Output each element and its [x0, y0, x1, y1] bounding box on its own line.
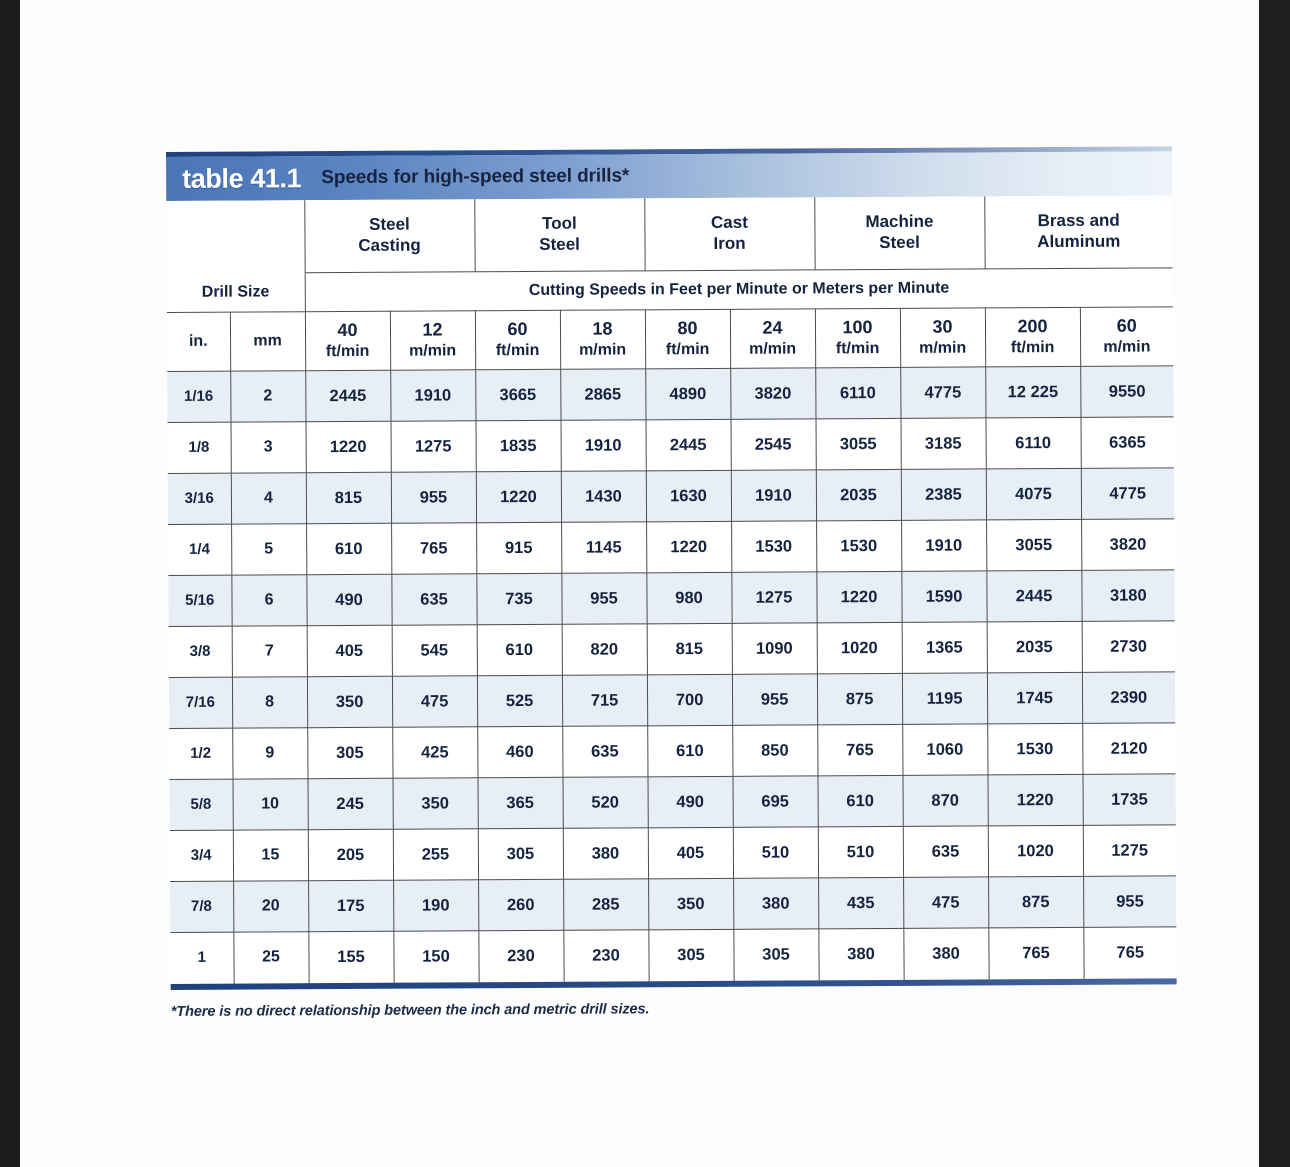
- cell-speed: 1060: [902, 724, 987, 775]
- table-body: [167, 366, 1176, 984]
- cell-speed: 700: [647, 674, 732, 725]
- fraction-glyph: 7/16: [185, 693, 215, 711]
- unit-value: 12: [422, 319, 443, 340]
- cell-speed: 1020: [817, 622, 902, 673]
- cell-speed: 850: [732, 725, 817, 776]
- cell-speed: 3055: [986, 519, 1081, 571]
- fraction-glyph: 1/2: [190, 744, 212, 762]
- cell-drill-size-in: [169, 626, 232, 677]
- group-line1: Tool: [542, 213, 577, 234]
- table-head: [166, 195, 1173, 371]
- fraction-glyph: 3/16: [184, 489, 214, 507]
- table-block: [166, 146, 1177, 1019]
- table-row: [170, 927, 1176, 984]
- cell-drill-size-mm: 6: [231, 575, 306, 626]
- cell-speed: 9550: [1080, 366, 1173, 418]
- cell-speed: 1910: [731, 470, 816, 521]
- table-row: [167, 366, 1173, 423]
- group-steel-casting: [304, 199, 474, 272]
- cell-speed: 350: [393, 778, 478, 829]
- cell-speed: 365: [477, 777, 562, 828]
- cell-speed: 380: [563, 828, 648, 879]
- table-footnote: *There is no direct relationship between the inch and metric drill sizes.: [170, 1000, 650, 1020]
- unit-value: 24: [762, 317, 783, 338]
- cell-speed: 245: [308, 778, 393, 829]
- cell-speed: 510: [733, 827, 818, 878]
- cell-speed: 545: [392, 625, 477, 676]
- cell-speed: 715: [562, 675, 647, 726]
- cell-speed: 695: [733, 776, 818, 827]
- cell-speed: 175: [308, 880, 393, 931]
- cell-speed: 2390: [1082, 672, 1175, 724]
- unit-value: 100: [842, 316, 873, 338]
- unit-value: 18: [592, 318, 613, 339]
- cell-speed: 610: [647, 725, 732, 776]
- unit-brass-alu-m: [1080, 307, 1173, 367]
- cell-speed: 4075: [986, 468, 1081, 520]
- table-row: [168, 570, 1174, 627]
- cell-drill-size-in: [170, 932, 233, 983]
- cell-speed: 6110: [986, 417, 1081, 469]
- unit-value: 80: [677, 317, 698, 339]
- fraction-glyph: 7/8: [190, 897, 212, 915]
- cell-speed: 405: [648, 827, 733, 878]
- cell-speed: 1195: [902, 673, 987, 724]
- cell-drill-size-mm: 8: [232, 677, 307, 728]
- cell-speed: 4775: [900, 367, 985, 418]
- group-brass-aluminum: [984, 195, 1172, 269]
- cell-speed: 285: [563, 879, 648, 930]
- cell-speed: 425: [392, 727, 477, 778]
- cell-speed: 3180: [1081, 570, 1174, 622]
- cell-speed: 1530: [816, 520, 901, 571]
- fraction-glyph: 5/16: [185, 591, 215, 609]
- cell-speed: 6110: [815, 367, 900, 418]
- cell-speed: 2035: [816, 469, 901, 520]
- unit-value: 60: [507, 318, 528, 340]
- cell-speed: 1220: [646, 521, 731, 572]
- cell-speed: 3820: [1081, 519, 1174, 571]
- cell-speed: 1275: [1083, 825, 1176, 877]
- cell-speed: 765: [817, 724, 902, 775]
- unit-label: m/min: [409, 342, 457, 360]
- cell-speed: 150: [393, 931, 478, 982]
- cell-speed: 1630: [646, 470, 731, 521]
- unit-in: in.: [167, 312, 230, 371]
- group-line1: Machine: [865, 211, 934, 232]
- cell-drill-size-mm: 2: [230, 371, 305, 422]
- cell-speed: 765: [988, 927, 1083, 979]
- unit-tool-steel-ft: [475, 310, 560, 369]
- table-subtitle: Speeds for high-speed steel drills*: [321, 165, 630, 189]
- fraction-glyph: 1/16: [183, 387, 214, 405]
- cell-speed: 1220: [988, 774, 1083, 826]
- cell-drill-size-mm: 3: [231, 422, 306, 473]
- table-row: [168, 417, 1174, 474]
- fraction-glyph: 1: [197, 949, 206, 967]
- cell-speed: 1365: [902, 622, 987, 673]
- cutting-speeds-caption: Cutting Speeds in Feet per Minute or Meters per Minute: [305, 268, 1173, 312]
- cell-drill-size-mm: 25: [233, 932, 308, 983]
- cell-speed: 350: [648, 878, 733, 929]
- cell-speed: 735: [476, 573, 561, 624]
- cell-speed: 4775: [1081, 468, 1174, 520]
- unit-label: m/min: [579, 341, 627, 359]
- cell-speed: 305: [307, 727, 392, 778]
- cell-drill-size-in: [170, 830, 233, 881]
- cell-speed: 635: [391, 574, 476, 625]
- cell-drill-size-in: [168, 524, 231, 575]
- cell-speed: 12 225: [985, 366, 1080, 418]
- unit-value: 60: [1116, 315, 1137, 336]
- unit-label: ft/min: [495, 342, 540, 360]
- unit-machine-steel-ft: [815, 308, 900, 367]
- cell-speed: 955: [732, 674, 817, 725]
- cell-speed: 6365: [1081, 417, 1174, 469]
- unit-mm: mm: [230, 312, 305, 371]
- unit-machine-steel-m: [900, 308, 985, 367]
- scan-edge-left: [0, 0, 20, 1167]
- cell-speed: 490: [306, 574, 391, 625]
- cell-speed: 460: [477, 726, 562, 777]
- cell-speed: 305: [648, 929, 733, 980]
- cell-speed: 475: [392, 676, 477, 727]
- cell-speed: 1020: [988, 825, 1083, 877]
- cell-speed: 955: [561, 573, 646, 624]
- cell-drill-size-in: [169, 728, 232, 779]
- group-cast-iron: [644, 197, 814, 270]
- cell-speed: 1275: [391, 421, 476, 472]
- cell-speed: 820: [562, 624, 647, 675]
- cell-speed: 2035: [987, 621, 1082, 673]
- cell-speed: 2445: [986, 570, 1081, 622]
- cell-speed: 980: [646, 572, 731, 623]
- cell-speed: 610: [818, 775, 903, 826]
- unit-label: m/min: [1103, 338, 1151, 357]
- cell-drill-size-in: [168, 575, 231, 626]
- fraction-glyph: 1/4: [188, 540, 210, 558]
- cell-speed: 1745: [987, 672, 1082, 724]
- group-machine-steel: [814, 196, 984, 269]
- cell-drill-size-in: [169, 677, 232, 728]
- group-line2: Iron: [713, 233, 746, 253]
- cell-drill-size-in: [168, 422, 231, 473]
- cell-speed: 350: [307, 676, 392, 727]
- table-row: [170, 774, 1176, 831]
- unit-steel-casting-ft: [305, 311, 390, 370]
- unit-cast-iron-ft: [645, 309, 730, 368]
- group-blank-cell: [166, 200, 304, 273]
- cell-speed: 2865: [560, 369, 645, 420]
- table-row: [169, 621, 1175, 678]
- cell-speed: 260: [478, 879, 563, 930]
- cell-drill-size-mm: 15: [233, 830, 308, 881]
- table-row: [169, 672, 1175, 729]
- cell-speed: 1590: [901, 571, 986, 622]
- cell-speed: 305: [478, 828, 563, 879]
- unit-value: 40: [337, 319, 358, 340]
- cell-speed: 1090: [732, 623, 817, 674]
- cell-speed: 1220: [816, 571, 901, 622]
- cell-speed: 2385: [901, 469, 986, 520]
- cell-speed: 380: [818, 928, 903, 979]
- fraction-glyph: 5/8: [190, 795, 212, 813]
- cell-speed: 230: [478, 930, 563, 981]
- table-row: [168, 468, 1174, 525]
- unit-label: ft/min: [835, 340, 880, 358]
- cell-speed: 1275: [731, 572, 816, 623]
- page-canvas: [20, 0, 1259, 1167]
- cell-speed: 955: [391, 472, 476, 523]
- unit-steel-casting-m: [390, 311, 475, 370]
- drill-size-caption: Drill Size: [167, 273, 305, 313]
- cell-speed: 435: [818, 877, 903, 928]
- cell-speed: 405: [307, 625, 392, 676]
- fraction-glyph: 3/8: [189, 642, 211, 660]
- unit-value: 200: [1017, 315, 1048, 337]
- cell-speed: 1910: [561, 420, 646, 471]
- cell-speed: 635: [562, 726, 647, 777]
- cell-drill-size-mm: 20: [233, 881, 308, 932]
- cell-speed: 490: [648, 776, 733, 827]
- group-line2: Steel: [539, 234, 580, 254]
- cell-speed: 875: [988, 876, 1083, 928]
- table-row: [169, 723, 1175, 780]
- cell-speed: 955: [1083, 876, 1176, 928]
- group-line2: Steel: [879, 232, 920, 253]
- unit-label: m/min: [919, 339, 967, 358]
- table-row: [170, 825, 1176, 882]
- cell-speed: 815: [647, 623, 732, 674]
- cell-speed: 2445: [305, 370, 390, 421]
- cell-speed: 1910: [901, 520, 986, 571]
- caption-row: [167, 268, 1173, 313]
- group-line2: Casting: [358, 235, 421, 255]
- cell-drill-size-in: [167, 371, 230, 422]
- cell-speed: 870: [903, 775, 988, 826]
- cell-speed: 3055: [816, 418, 901, 469]
- cell-speed: 915: [476, 522, 561, 573]
- cell-speed: 305: [733, 929, 818, 980]
- unit-tool-steel-m: [560, 310, 645, 369]
- scan-edge-right: [1259, 0, 1290, 1167]
- cell-drill-size-mm: 5: [231, 524, 306, 575]
- cell-speed: 3820: [730, 368, 815, 419]
- cell-speed: 205: [308, 829, 393, 880]
- table-row: [168, 519, 1174, 576]
- fraction-glyph: 3/4: [190, 846, 212, 864]
- cell-speed: 510: [818, 826, 903, 877]
- cell-speed: 380: [903, 928, 988, 979]
- unit-cast-iron-m: [730, 309, 815, 368]
- cell-drill-size-mm: 9: [232, 728, 307, 779]
- group-tool-steel: [474, 198, 644, 271]
- cell-speed: 4890: [645, 368, 730, 419]
- cell-speed: 765: [391, 523, 476, 574]
- group-line1: Cast: [710, 213, 748, 233]
- unit-brass-alu-ft: [985, 307, 1080, 367]
- cell-speed: 1220: [306, 421, 391, 472]
- cell-drill-size-in: [170, 881, 233, 932]
- cell-speed: 610: [477, 624, 562, 675]
- group-line1: Steel: [369, 214, 410, 235]
- unit-label: m/min: [749, 340, 797, 359]
- speeds-table: [166, 195, 1176, 983]
- table-row: [170, 876, 1176, 933]
- cell-speed: 230: [563, 930, 648, 981]
- cell-speed: 475: [903, 877, 988, 928]
- cell-speed: 1530: [731, 521, 816, 572]
- table-title-banner: [166, 151, 1172, 201]
- unit-label: ft/min: [1010, 339, 1055, 357]
- cell-speed: 3665: [475, 369, 560, 420]
- material-group-row: [166, 195, 1172, 273]
- cell-speed: 2120: [1082, 723, 1175, 775]
- cell-speed: 1530: [987, 723, 1082, 775]
- cell-speed: 635: [903, 826, 988, 877]
- group-line2: Aluminum: [1037, 231, 1121, 252]
- unit-label: ft/min: [665, 341, 710, 359]
- cell-speed: 610: [306, 523, 391, 574]
- cell-speed: 875: [817, 673, 902, 724]
- unit-label: ft/min: [325, 343, 370, 361]
- cell-speed: 2730: [1082, 621, 1175, 673]
- cell-drill-size-in: [170, 779, 233, 830]
- cell-speed: 1735: [1083, 774, 1176, 826]
- table-number: table 41.1: [182, 162, 302, 194]
- cell-speed: 155: [308, 931, 393, 982]
- cell-speed: 380: [733, 878, 818, 929]
- cell-speed: 1835: [476, 420, 561, 471]
- cell-drill-size-mm: 4: [231, 473, 306, 524]
- cell-speed: 765: [1083, 927, 1176, 979]
- cell-drill-size-in: [168, 473, 231, 524]
- unit-header-row: [167, 307, 1173, 372]
- cell-speed: 2545: [731, 419, 816, 470]
- cell-drill-size-mm: 10: [233, 779, 308, 830]
- cell-speed: 520: [562, 777, 647, 828]
- cell-speed: 1910: [390, 370, 475, 421]
- cell-speed: 190: [393, 880, 478, 931]
- group-line1: Brass and: [1037, 210, 1120, 231]
- cell-drill-size-mm: 7: [232, 626, 307, 677]
- cell-speed: 1430: [561, 471, 646, 522]
- unit-value: 30: [932, 316, 953, 337]
- cell-speed: 1220: [476, 471, 561, 522]
- cell-speed: 3185: [901, 418, 986, 469]
- fraction-glyph: 1/8: [188, 438, 210, 456]
- cell-speed: 525: [477, 675, 562, 726]
- cell-speed: 255: [393, 829, 478, 880]
- cell-speed: 1145: [561, 522, 646, 573]
- cell-speed: 2445: [646, 419, 731, 470]
- cell-speed: 815: [306, 472, 391, 523]
